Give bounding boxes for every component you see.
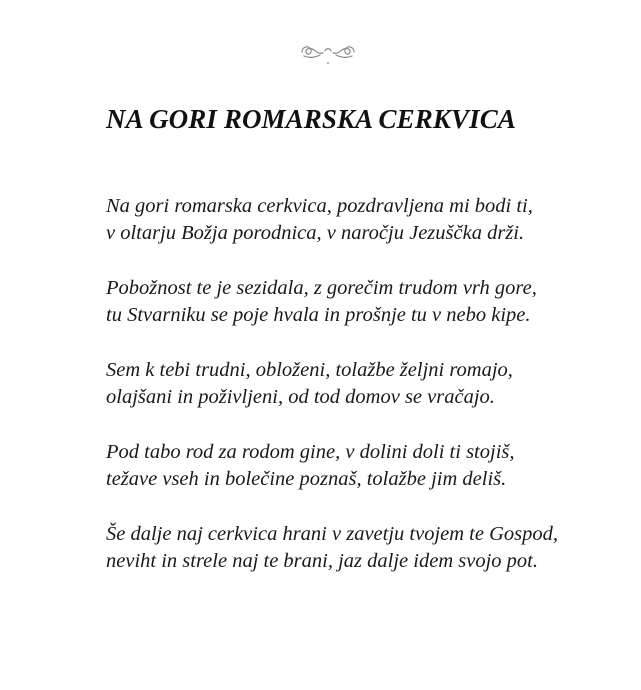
decorative-flourish-icon — [296, 38, 360, 68]
poem-line: Pobožnost te je sezidala, z gorečim trudom vrh gore, — [106, 277, 537, 299]
stanza-5 — [106, 521, 616, 575]
poem-line: Še dalje naj cerkvica hrani v zavetju tvojem te Gospod, — [106, 523, 559, 545]
poem-title: NA GORI ROMARSKA CERKVICA — [106, 104, 516, 134]
poem-line: v oltarju Božja porodnica, v naročju Jezuščka drži. — [106, 222, 525, 244]
poem-line: olajšani in poživljeni, od tod domov se vračajo. — [106, 386, 495, 408]
stanza-2 — [106, 275, 616, 329]
stanza-4 — [106, 439, 616, 493]
stanza-3 — [106, 357, 616, 411]
poem-line: Sem k tebi trudni, obloženi, tolažbe željni romajo, — [106, 359, 513, 381]
stanza-1 — [106, 193, 616, 247]
poem-line: neviht in strele naj te brani, jaz dalje idem svojo pot. — [106, 550, 538, 572]
poem-body — [106, 193, 616, 603]
poem-line: težave vseh in bolečine poznaš, tolažbe jim deliš. — [106, 468, 507, 490]
poem-line: tu Stvarniku se poje hvala in prošnje tu v nebo kipe. — [106, 304, 531, 326]
poem-line: Na gori romarska cerkvica, pozdravljena mi bodi ti, — [106, 195, 533, 217]
poem-line: Pod tabo rod za rodom gine, v dolini doli ti stojiš, — [106, 441, 515, 463]
